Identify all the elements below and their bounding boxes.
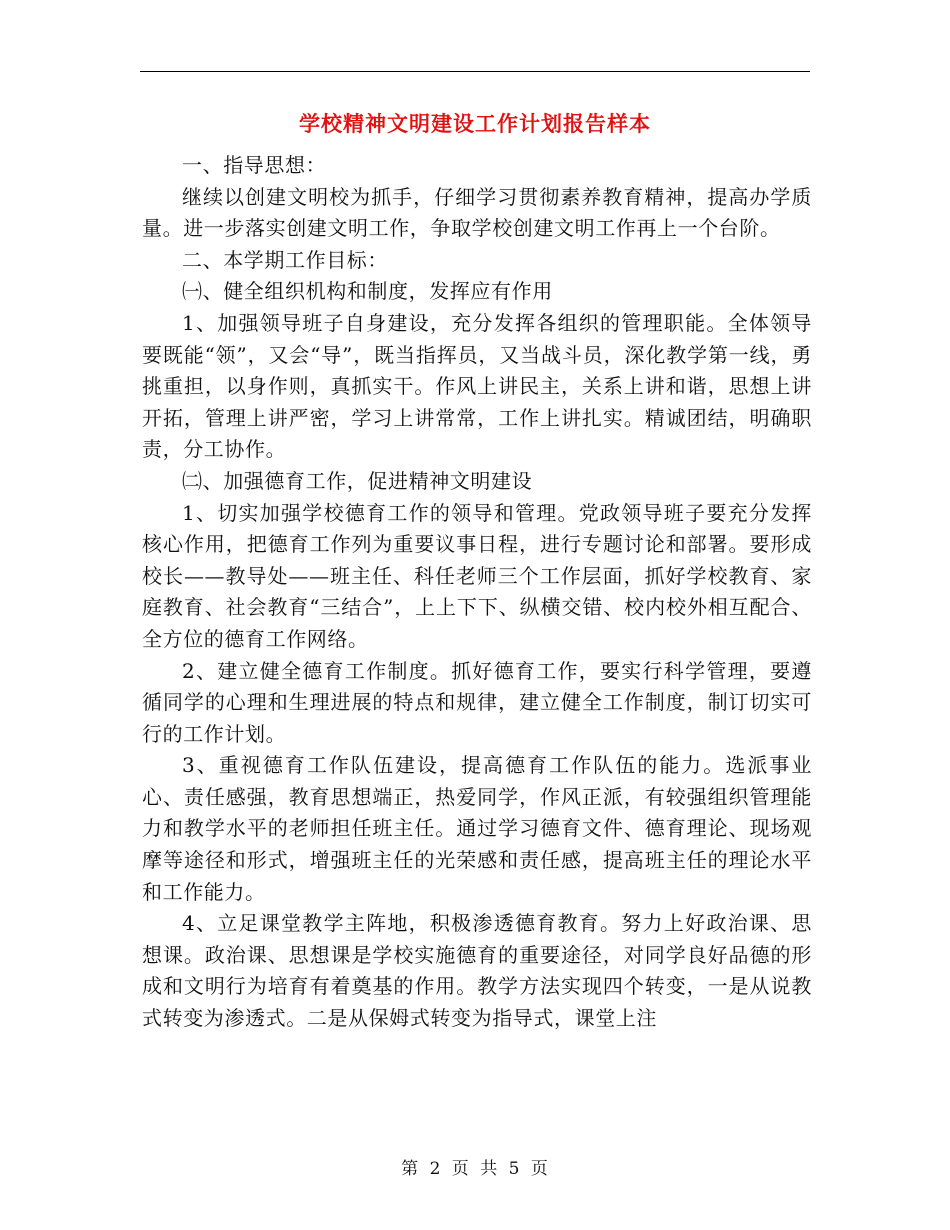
section-heading-guiding-thought: 一、指导思想： (182, 153, 327, 177)
footer-total-pages: 5 (508, 1159, 521, 1179)
paragraph: 4、立足课堂教学主阵地，积极渗透德育教育。努力上好政治课、思想课。政治课、思想课是学校实施德育的重要途径，对同学良好品德的形成和文明行为培育有着奠基的作用。教学方法实现四个转变，一是从说教式转变为渗透式。二是从保姆式转变为指导式，课堂上注 (142, 911, 812, 1031)
footer-label-page: 第 (401, 1159, 420, 1179)
footer-label-unit-2: 页 (530, 1159, 549, 1179)
subsection-heading-organization: ㈠、健全组织机构和制度，发挥应有作用 (182, 279, 553, 304)
paragraph: 3、重视德育工作队伍建设，提高德育工作队伍的能力。选派事业心、责任感强，教育思想端正，热爱同学，作风正派，有较强组织管理能力和教学水平的老师担任班主任。通过学习德育文件、德育理论、现场观摩等途径和形式，增强班主任的光荣感和责任感，提高班主任的理论水平和工作能力。 (142, 753, 812, 904)
paragraph: 1、切实加强学校德育工作的领导和管理。党政领导班子要充分发挥核心作用，把德育工作列为重要议事日程，进行专题讨论和部署。要形成校长——教导处——班主任、科任老师三个工作层面，抓好学校教育、家庭教育、社会教育“三结合”，上上下下、纵横交错、校内校外相互配合、全方位的德育工作网络。 (142, 500, 812, 651)
footer-label-total: 共 (480, 1159, 499, 1179)
footer-label-unit: 页 (451, 1159, 470, 1179)
header-rule (140, 71, 810, 72)
page-footer (0, 1154, 950, 1179)
paragraph: 1、加强领导班子自身建设，充分发挥各组织的管理职能。全体领导要既能“领”，又会“导”，既当指挥员，又当战斗员，深化教学第一线，勇挑重担，以身作则，真抓实干。作风上讲民主，关系上讲和谐，思想上讲开拓，管理上讲严密，学习上讲常常，工作上讲扎实。精诚团结，明确职责，分工协作。 (142, 310, 812, 462)
document-title: 学校精神文明建设工作计划报告样本 (299, 111, 651, 136)
section-heading-semester-goals: 二、本学期工作目标： (182, 247, 388, 272)
paragraph: 2、建立健全德育工作制度。抓好德育工作，要实行科学管理，要遵循同学的心理和生理进展的特点和规律，建立健全工作制度，制订切实可行的工作计划。 (142, 658, 812, 746)
subsection-heading-moral-education: ㈡、加强德育工作，促进精神文明建设 (182, 468, 533, 493)
document-body (142, 150, 812, 1035)
paragraph: 继续以创建文明校为抓手，仔细学习贯彻素养教育精神，提高办学质量。进一步落实创建文明工作，争取学校创建文明工作再上一个台阶。 (142, 184, 812, 241)
footer-current-page: 2 (429, 1159, 442, 1179)
